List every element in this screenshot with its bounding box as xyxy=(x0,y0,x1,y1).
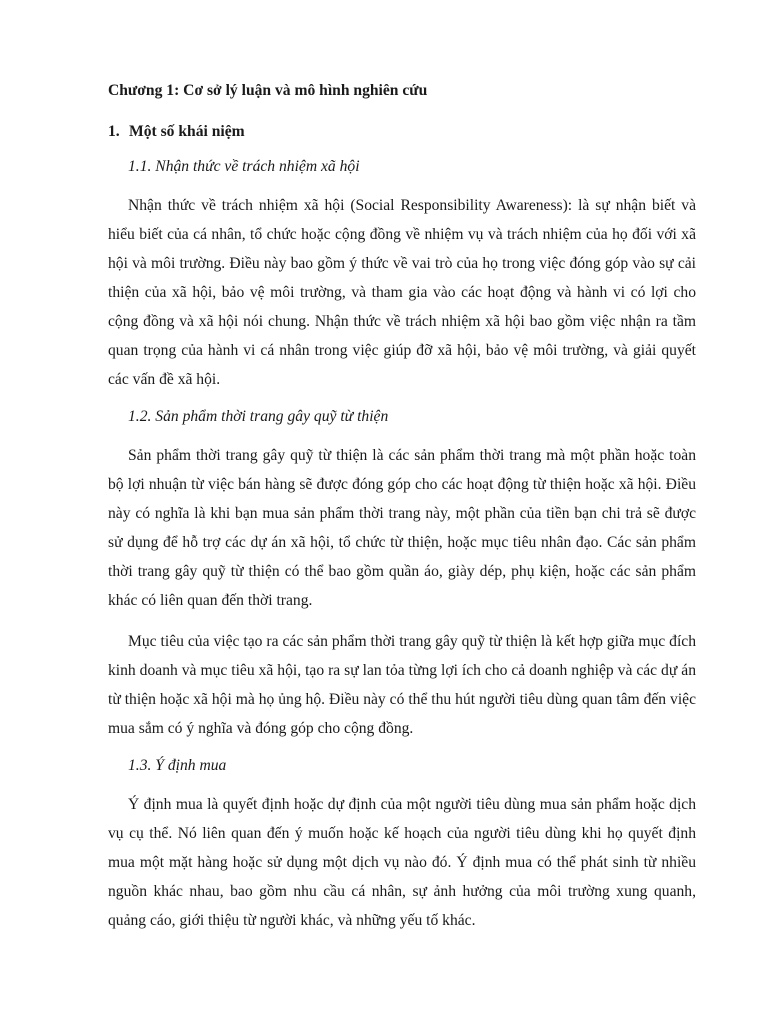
subsection-title-1-1: 1.1. Nhận thức về trách nhiệm xã hội xyxy=(128,158,360,175)
section-title: Một số khái niệm xyxy=(129,123,245,140)
section-number: 1. xyxy=(108,123,120,140)
paragraph: Mục tiêu của việc tạo ra các sản phẩm thời trang gây quỹ từ thiện là kết hợp giữa mục đích kinh doanh và mục tiêu xã hội, tạo ra sự lan tỏa từng lợi ích cho cả doanh nghiệp và các dự án từ thiện hoặc xã hội mà họ ủng hộ. Điều này có thể thu hút người tiêu dùng quan tâm đến việc mua sắm có ý nghĩa và đóng góp cho cộng đồng. xyxy=(108,633,696,737)
paragraph: Sản phẩm thời trang gây quỹ từ thiện là các sản phẩm thời trang mà một phần hoặc toàn bộ lợi nhuận từ việc bán hàng sẽ được đóng góp cho các hoạt động từ thiện hoặc xã hội. Điều này có nghĩa là khi bạn mua sản phẩm thời trang này, một phần của tiền bạn chi trả sẽ được sử dụng để hỗ trợ các dự án xã hội, tổ chức từ thiện, hoặc mục tiêu nhân đạo. Các sản phẩm thời trang gây quỹ từ thiện có thể bao gồm quần áo, giày dép, phụ kiện, hoặc các sản phẩm khác có liên quan đến thời trang. xyxy=(108,447,696,609)
chapter-title: Chương 1: Cơ sở lý luận và mô hình nghiên cứu xyxy=(108,82,428,99)
paragraph: Nhận thức về trách nhiệm xã hội (Social Responsibility Awareness): là sự nhận biết và hiểu biết của cá nhân, tổ chức hoặc cộng đồng về nhiệm vụ và trách nhiệm của họ đối với xã hội và môi trường. Điều này bao gồm ý thức về vai trò của họ trong việc đóng góp vào sự cải thiện của xã hội, bảo vệ môi trường, và tham gia vào các hoạt động và hành vi có lợi cho cộng đồng và xã hội nói chung. Nhận thức về trách nhiệm xã hội bao gồm việc nhận ra tầm quan trọng của hành vi cá nhân trong việc giúp đỡ xã hội, bảo vệ môi trường, và giải quyết các vấn đề xã hội. xyxy=(108,197,696,388)
subsection-title-1-2: 1.2. Sản phẩm thời trang gây quỹ từ thiện xyxy=(128,408,389,425)
subsection-title-1-3: 1.3. Ý định mua xyxy=(128,757,227,774)
paragraph: Ý định mua là quyết định hoặc dự định của một người tiêu dùng mua sản phẩm hoặc dịch vụ cụ thể. Nó liên quan đến ý muốn hoặc kế hoạch của người tiêu dùng khi họ quyết định mua một mặt hàng hoặc sử dụng một dịch vụ nào đó. Ý định mua có thể phát sinh từ nhiều nguồn khác nhau, bao gồm nhu cầu cá nhân, sự ảnh hưởng của môi trường xung quanh, quảng cáo, giới thiệu từ người khác, và những yếu tố khác. xyxy=(108,796,696,929)
section-heading xyxy=(108,121,696,143)
